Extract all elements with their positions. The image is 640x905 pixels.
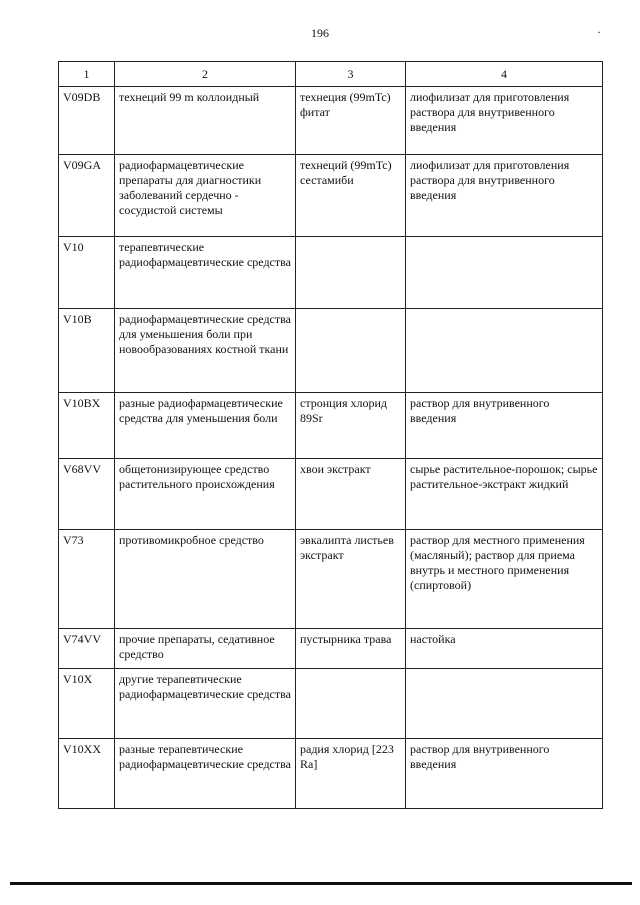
group-cell: разные радиофармацевтические средства для уменьшения боли bbox=[115, 393, 296, 459]
group-cell: технеций 99 m коллоидный bbox=[115, 87, 296, 155]
group-cell: радиофармацевтические препараты для диагностики заболеваний сердечно - сосудистой системы bbox=[115, 155, 296, 237]
table-row bbox=[59, 237, 603, 309]
substance-cell bbox=[296, 309, 406, 393]
group-cell: терапевтические радиофармацевтические средства bbox=[115, 237, 296, 309]
code-cell: V10XX bbox=[59, 739, 115, 809]
group-cell: прочие препараты, седативное средство bbox=[115, 629, 296, 669]
form-cell bbox=[406, 669, 603, 739]
column-header-4: 4 bbox=[406, 62, 603, 87]
table-row bbox=[59, 629, 603, 669]
group-cell: противомикробное средство bbox=[115, 530, 296, 629]
group-cell: радиофармацевтические средства для уменьшения боли при новообразованиях костной ткани bbox=[115, 309, 296, 393]
group-cell: общетонизирующее средство растительного происхождения bbox=[115, 459, 296, 530]
drug-table bbox=[58, 61, 603, 809]
form-cell: раствор для внутривенного введения bbox=[406, 739, 603, 809]
substance-cell: технеций (99mTc) сестамиби bbox=[296, 155, 406, 237]
substance-cell: стронция хлорид 89Sr bbox=[296, 393, 406, 459]
page-number: 196 bbox=[311, 26, 329, 40]
table-row bbox=[59, 155, 603, 237]
corner-mark: · bbox=[597, 25, 601, 39]
table-row bbox=[59, 309, 603, 393]
column-header-1: 1 bbox=[59, 62, 115, 87]
table-row bbox=[59, 87, 603, 155]
code-cell: V68VV bbox=[59, 459, 115, 530]
substance-cell bbox=[296, 669, 406, 739]
form-cell: раствор для местного применения (масляный); раствор для приема внутрь и местного применения (спиртовой) bbox=[406, 530, 603, 629]
code-cell: V74VV bbox=[59, 629, 115, 669]
form-cell: сырье растительное-порошок; сырье растительное-экстракт жидкий bbox=[406, 459, 603, 530]
substance-cell bbox=[296, 237, 406, 309]
substance-cell: пустырника трава bbox=[296, 629, 406, 669]
header-row bbox=[59, 62, 603, 87]
substance-cell: эвкалипта листьев экстракт bbox=[296, 530, 406, 629]
form-cell: лиофилизат для приготовления раствора для внутривенного введения bbox=[406, 155, 603, 237]
table-row bbox=[59, 530, 603, 629]
form-cell bbox=[406, 309, 603, 393]
form-cell: лиофилизат для приготовления раствора для внутривенного введения bbox=[406, 87, 603, 155]
footer-rule bbox=[10, 882, 632, 885]
form-cell: раствор для внутривенного введения bbox=[406, 393, 603, 459]
table-row bbox=[59, 459, 603, 530]
code-cell: V10X bbox=[59, 669, 115, 739]
code-cell: V73 bbox=[59, 530, 115, 629]
substance-cell: технеция (99mTc) фитат bbox=[296, 87, 406, 155]
group-cell: другие терапевтические радиофармацевтические средства bbox=[115, 669, 296, 739]
substance-cell: хвои экстракт bbox=[296, 459, 406, 530]
substance-cell: радия хлорид [223 Ra] bbox=[296, 739, 406, 809]
code-cell: V10BX bbox=[59, 393, 115, 459]
column-header-3: 3 bbox=[296, 62, 406, 87]
table-row bbox=[59, 393, 603, 459]
form-cell: настойка bbox=[406, 629, 603, 669]
code-cell: V10B bbox=[59, 309, 115, 393]
group-cell: разные терапевтические радиофармацевтические средства bbox=[115, 739, 296, 809]
code-cell: V10 bbox=[59, 237, 115, 309]
table-row bbox=[59, 669, 603, 739]
code-cell: V09DB bbox=[59, 87, 115, 155]
code-cell: V09GA bbox=[59, 155, 115, 237]
form-cell bbox=[406, 237, 603, 309]
column-header-2: 2 bbox=[115, 62, 296, 87]
table-row bbox=[59, 739, 603, 809]
